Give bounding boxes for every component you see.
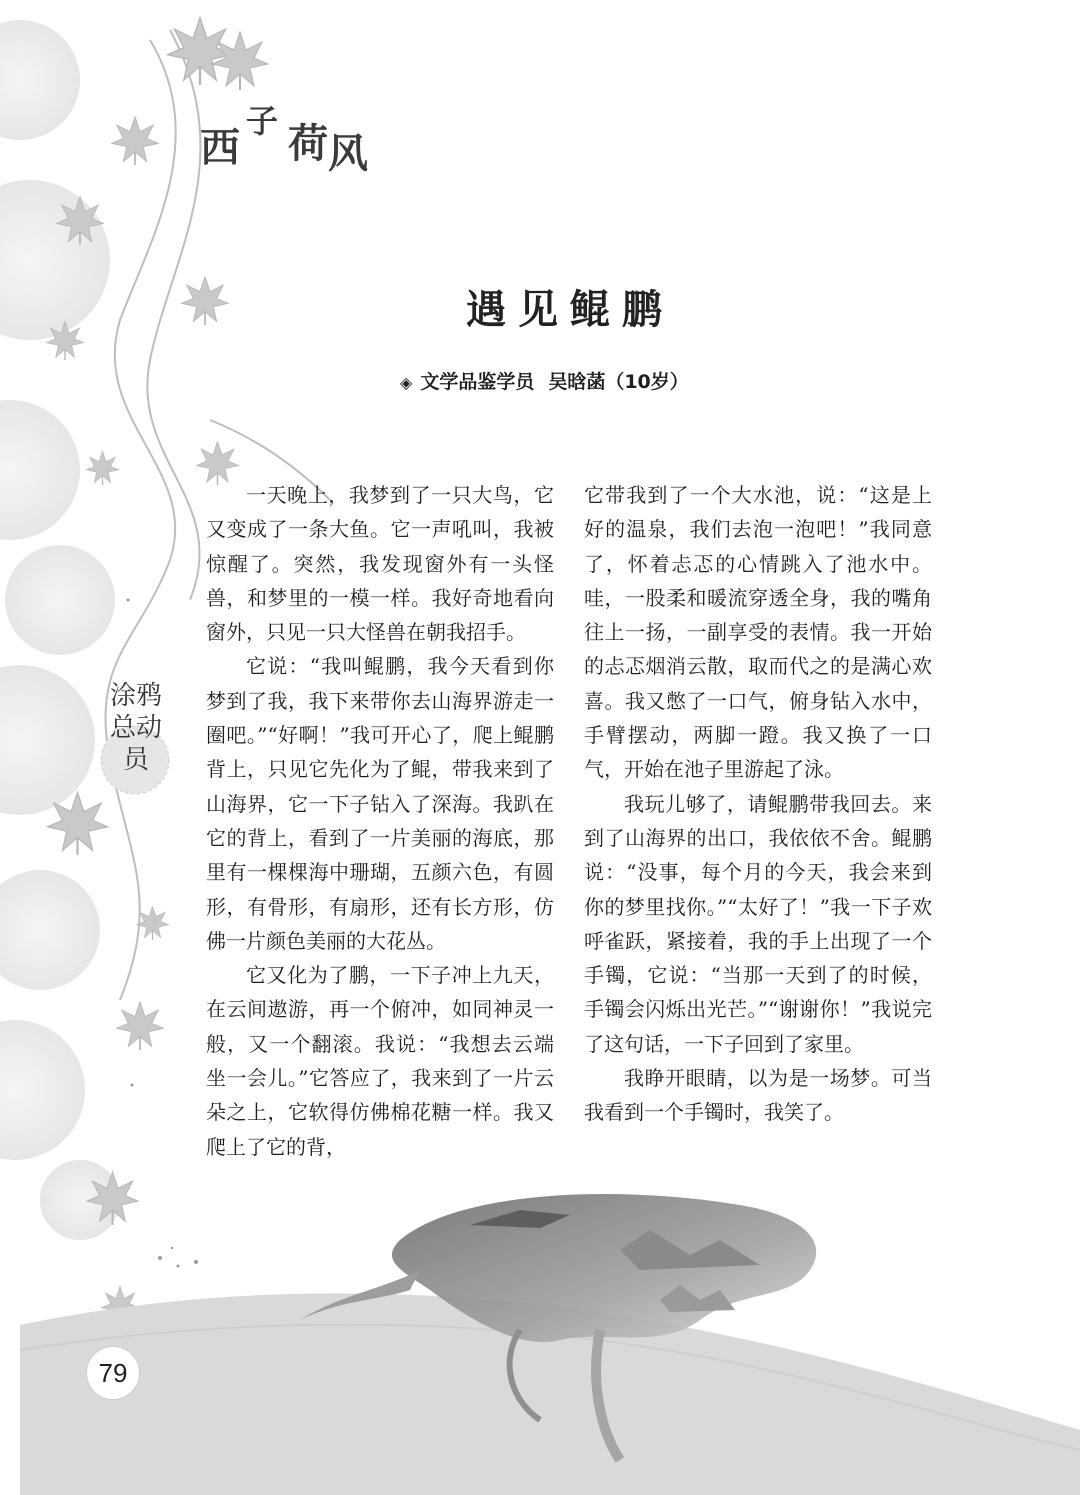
- column-title-char: 西: [200, 125, 240, 171]
- article-column-right: [584, 478, 932, 1218]
- paragraph: 我玩儿够了，请鲲鹏带我回去。来到了山海界的出口，我依依不舍。鲲鹏说：“没事，每个月的今天，我会来到你的梦里找你。”“太好了！”我一下子欢呼雀跃，紧接着，我的手上出现了一个手镯，它说：“当那一天到了的时候，手镯会闪烁出光芒。”“谢谢你！”我说完了这句话，一下子回到了家里。: [584, 791, 932, 1056]
- column-title-char: 风: [328, 131, 368, 177]
- article-column-left: [206, 478, 554, 1218]
- byline-marker-icon: ◈: [400, 373, 413, 392]
- article-title: 遇见鲲鹏: [466, 287, 674, 333]
- paragraph: 我睁开眼睛，以为是一场梦。可当我看到一个手镯时，我笑了。: [584, 1066, 932, 1125]
- column-title-char: 荷: [288, 121, 328, 167]
- byline-role: 文学品鉴学员: [420, 371, 535, 393]
- paragraph: 它又化为了鹏，一下子冲上九天，在云间遨游，再一个俯冲，如同神灵一般，又一个翻滚。我说：“我想去云端坐一会儿。”它答应了，我来到了一片云朵之上，它软得仿佛棉花糖一样。我又爬上了它的背，: [206, 963, 554, 1159]
- paragraph: 它说：“我叫鲲鹏，我今天看到你梦到了我，我下来带你去山海界游走一圈吧。”“好啊！”我可开心了，爬上鲲鹏背上，只见它先化为了鲲，带我来到了山海界，它一下子钻入了深海。我趴在它的背上，看到了一片美丽的海底，那里有一棵棵海中珊瑚，五颜六色，有圆形，有骨形，有扇形，还有长方形，仿佛一片颜色美丽的大花丛。: [206, 654, 554, 953]
- page-number: 79: [86, 1346, 140, 1400]
- byline-author: 吴晗菡（10岁）: [548, 371, 689, 393]
- decorative-bubbles: [0, 20, 120, 1240]
- byline: [400, 367, 780, 397]
- paragraph-continued: 它带我到了一个大水池，说：“这是上好的温泉，我们去泡一泡吧！”我同意了，怀着忐忑的心情跳入了池水中。哇，一股柔和暖流穿透全身，我的嘴角往上一扬，一副享受的表情。我一开始的忐忑烟消云散，取而代之的是满心欢喜。我又憋了一口气，俯身钻入水中，手臂摆动，两脚一蹬。我又换了一口气，开始在池子里游起了泳。: [584, 483, 932, 782]
- paragraph: 一天晚上，我梦到了一只大鸟，它又变成了一条大鱼。它一声吼叫，我被惊醒了。突然，我发现窗外有一头怪兽，和梦里的一模一样。我好奇地看向窗外，只见一只大怪兽在朝我招手。: [206, 483, 554, 645]
- side-section-label: 涂鸦总动员: [109, 681, 162, 775]
- column-title-char: 子: [246, 102, 279, 140]
- column-title: [200, 96, 390, 177]
